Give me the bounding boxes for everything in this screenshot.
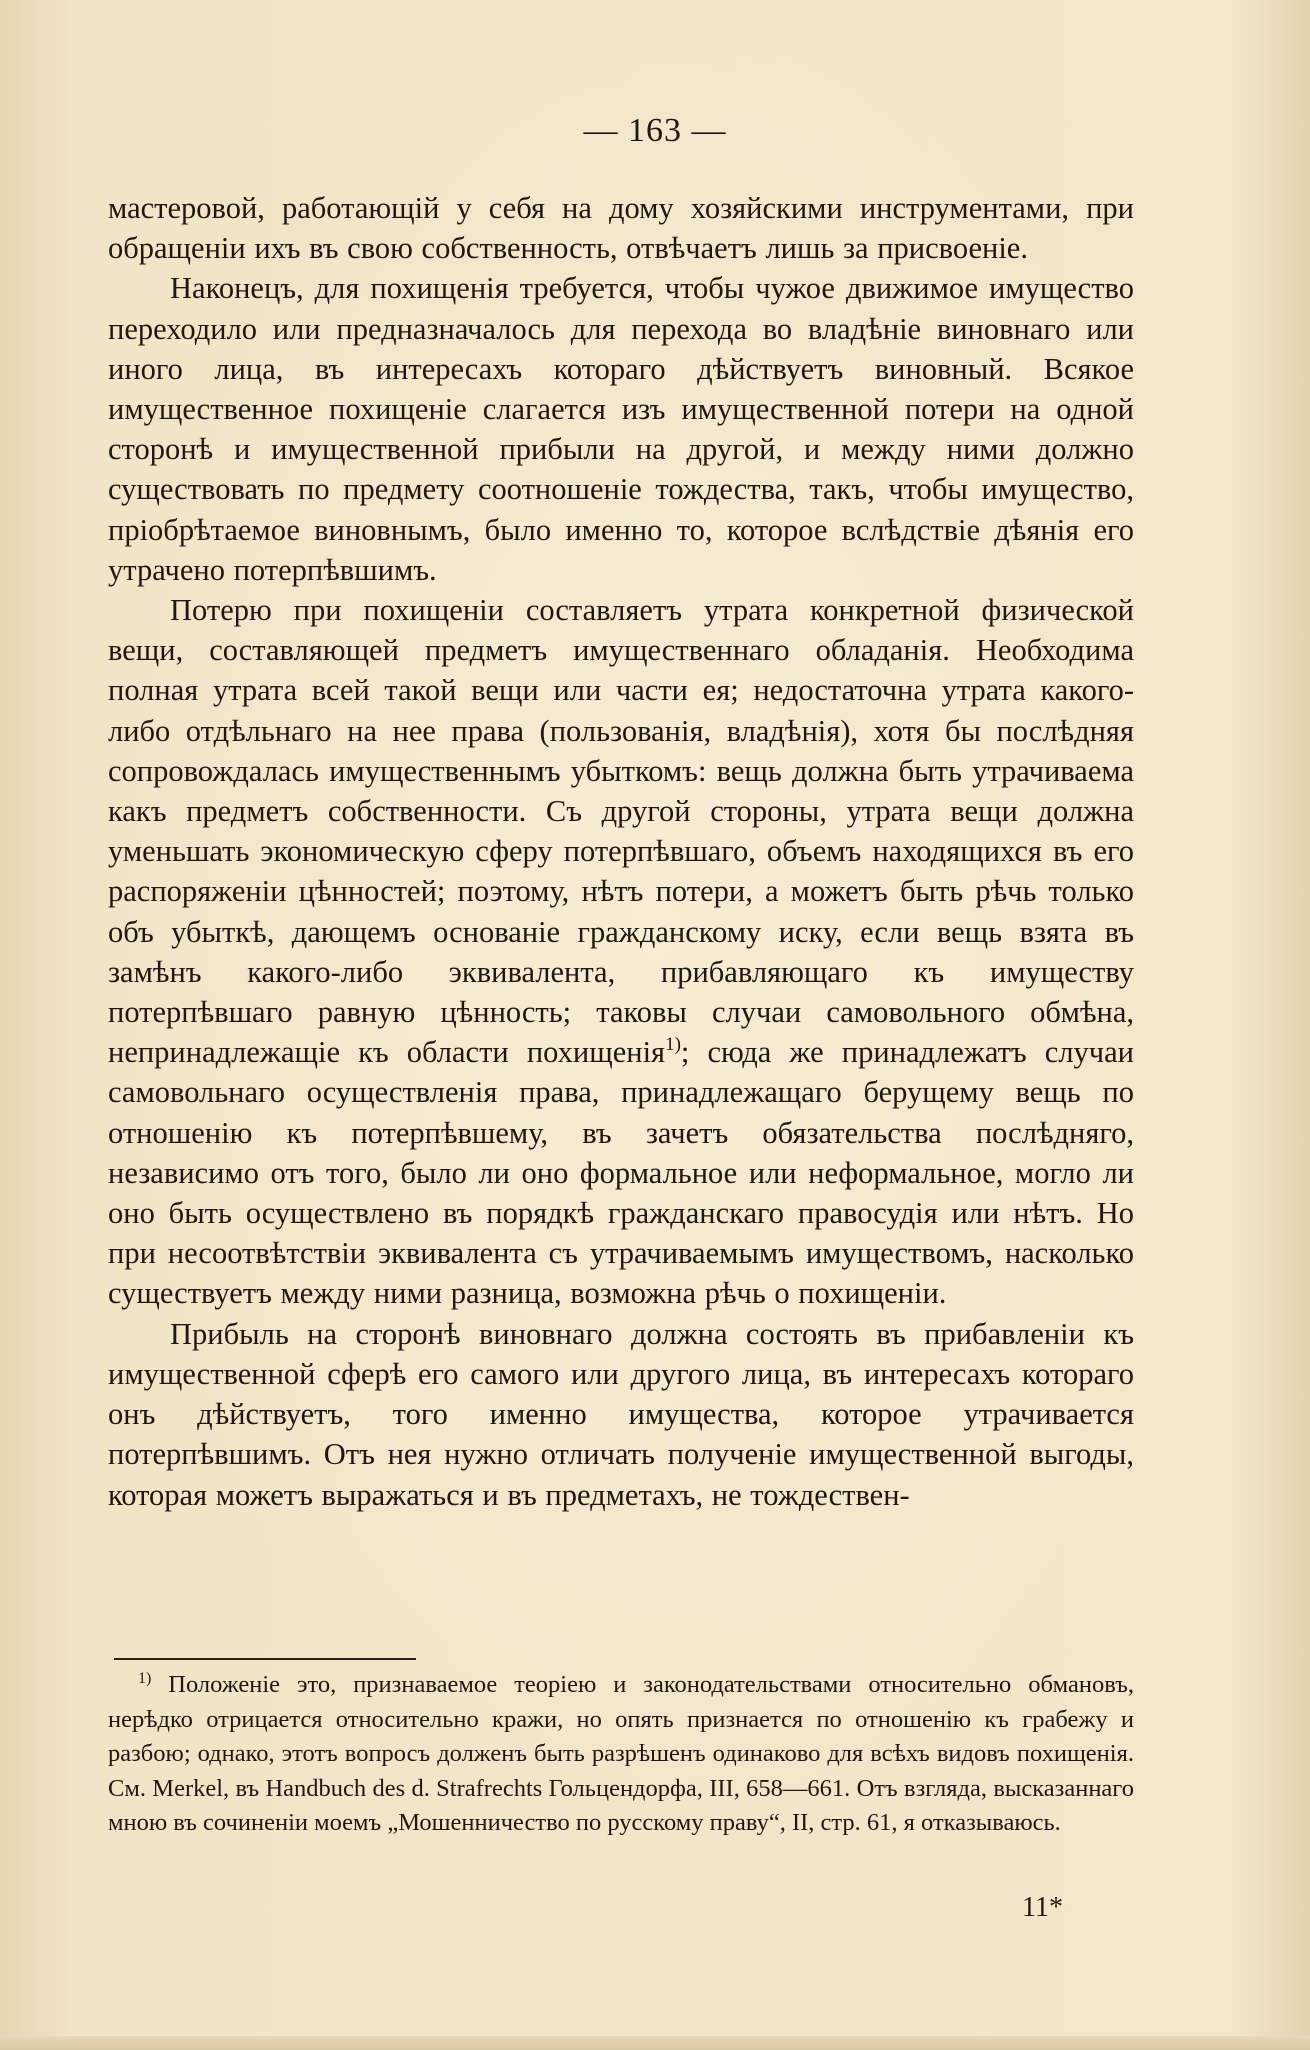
paragraph-continuation: мастеровой, работающій у себя на дому хозяйскими инструментами, при обращеніи ихъ въ свою собственность, отвѣчаетъ лишь за присвоеніе.: [108, 191, 1134, 266]
footnote-reference[interactable]: 1): [665, 1034, 681, 1056]
paragraph-loss-part-2: ; сюда же принадлежатъ случаи самовольнаго осуществленія права, принадлежащаго берущему вещь по отношенію къ потерпѣвшему, въ зачетъ обязательства послѣдняго, независимо отъ того, было ли оно формальное или неформальное, могло ли оно быть осуществлено въ порядкѣ гражданскаго правосудія или нѣтъ. Но при несоотвѣтствіи эквивалента съ утрачиваемымъ имуществомъ, насколько существуетъ между ними разница, возможна рѣчь о похищеніи.: [108, 1035, 1135, 1311]
footnote: [108, 1668, 1134, 1841]
paragraph-gain: Прибыль на сторонѣ виновнаго должна состоять въ прибавленіи къ имущественной сферѣ его самого или другого лица, въ интересахъ котораго онъ дѣйствуетъ, того именно имущества, которое утрачивается потерпѣвшимъ. Отъ нея нужно отличать полученіе имущественной выгоды, которая можетъ выражаться и въ предметахъ, не тождествен-: [108, 1316, 1134, 1512]
page-number: — 163 —: [583, 112, 727, 149]
footnote-text: Положеніе это, признаваемое теоріею и законодательствами относительно обмановъ, нерѣдко отрицается относительно кражи, но опять признается по отношенію къ грабежу и разбою; однако, этотъ вопросъ долженъ быть разрѣшенъ одинаково для всѣхъ видовъ похищенія. См. Merkel, въ Handbuch des d. Strafrechts Гольцендорфа, III, 658—661. Отъ взгляда, высказаннаго мною въ сочиненіи моемъ „Мошенничество по русскому праву“, II, стр. 61, я отказываюсь.: [108, 1671, 1135, 1836]
paragraph-movable-property: Наконецъ, для похищенія требуется, чтобы чужое движимое имущество переходило или предназначалось для перехода во владѣніе виновнаго или иного лица, въ интересахъ котораго дѣйствуетъ виновный. Всякое имущественное похищеніе слагается изъ имущественной потери на одной сторонѣ и имущественной прибыли на другой, и между ними должно существовать по предмету соотношеніе тождества, такъ, чтобы имущество, пріобрѣтаемое виновнымъ, было именно то, которое вслѣдствіе дѣянія его утрачено потерпѣвшимъ.: [108, 271, 1134, 587]
paragraph-loss-part-1: Потерю при похищеніи составляетъ утрата конкретной физической вещи, составляющей предметъ имущественнаго обладанія. Необходима полная утрата всей такой вещи или части ея; недостаточна утрата какого-либо отдѣльнаго на нее права (пользованія, владѣнія), хотя бы послѣдняя сопровождалась имущественнымъ убыткомъ: вещь должна быть утрачиваема какъ предметъ собственности. Съ другой стороны, утрата вещи должна уменьшать экономическую сферу потерпѣвшаго, объемъ находящихся въ его распоряженіи цѣнностей; поэтому, нѣтъ потери, а можетъ быть рѣчь только объ убыткѣ, дающемъ основаніе гражданскому иску, если вещь взята въ замѣнъ какого-либо эквивалента, прибавляющаго къ имуществу потерпѣвшаго равную цѣнность; таковы случаи самовольного обмѣна, непринадлежащіе къ области похищенія: [108, 593, 1134, 1070]
paragraph-loss: [108, 590, 1134, 1314]
signature-mark: 11*: [1022, 1892, 1063, 1923]
footnote-marker: 1): [138, 1670, 152, 1687]
footnote-divider: [114, 1658, 416, 1660]
page-bottom-edge: [0, 2036, 1310, 2050]
main-text: [108, 188, 1134, 1515]
